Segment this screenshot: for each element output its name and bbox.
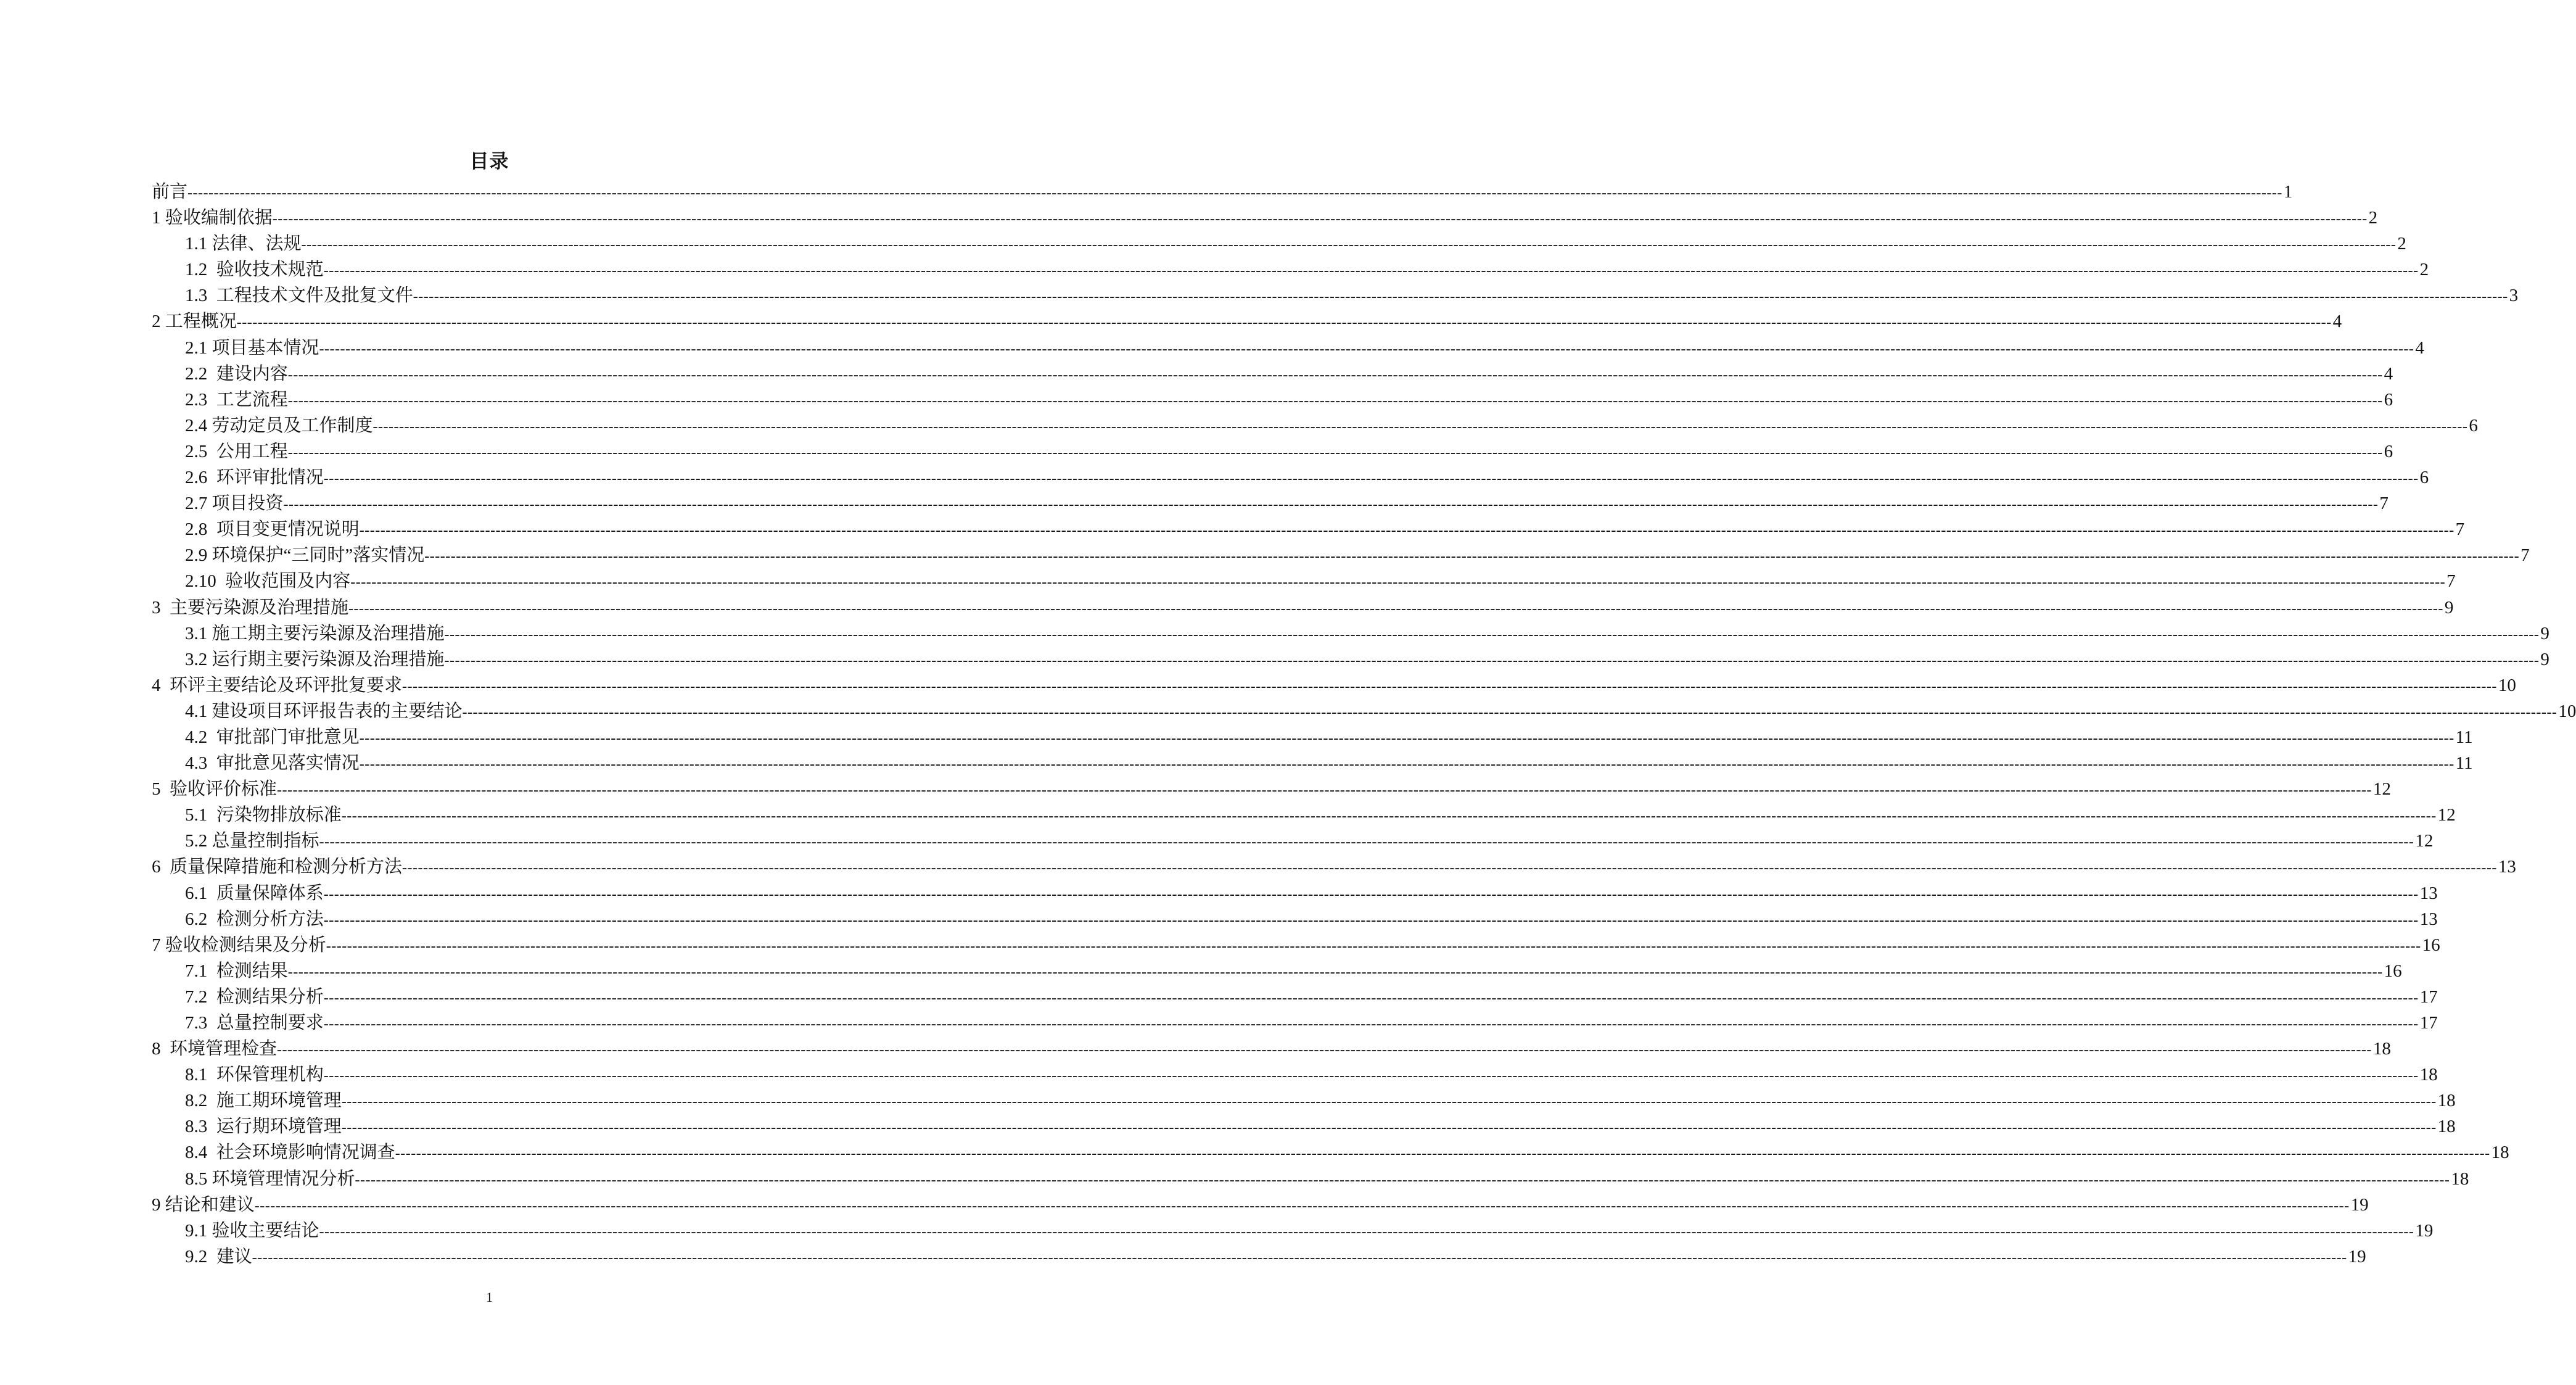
toc-entry[interactable] [152, 387, 2393, 413]
toc-dot-leader: ---------------------------------------------------------------------------------------------------------------------------------------------------------------------------------------------------------------------------------------------------------------------------------------------------------------------------------------------------------------------------------------------------------------- [402, 860, 2497, 877]
toc-entry[interactable] [152, 1244, 2366, 1270]
toc-entry-page: 3 [2509, 286, 2519, 306]
toc-entry[interactable] [152, 724, 2473, 750]
toc-entry-page: 6 [2419, 468, 2429, 488]
toc-entry-page: 7 [2455, 519, 2465, 540]
toc-entry-page: 4 [2384, 363, 2393, 384]
toc-entry-page: 7 [2520, 545, 2530, 566]
toc-entry-title: 2.4 劳动定员及工作制度 [185, 415, 373, 436]
toc-entry[interactable] [152, 1192, 2369, 1218]
toc-entry[interactable] [152, 828, 2434, 854]
toc-dot-leader: ---------------------------------------------------------------------------------------------------------------------------------------------------------------------------------------------------------------------------------------------------------------------------------------------------------------------------------------------------------------------------------------------------------------- [323, 263, 2419, 279]
toc-entry-title: 前言 [152, 182, 188, 202]
toc-entry[interactable] [152, 854, 2516, 880]
toc-entry-page: 1 [2283, 182, 2293, 202]
toc-entry-page: 2 [2419, 260, 2429, 280]
toc-entry-page: 10 [2558, 701, 2576, 721]
toc-entry-title: 6 质量保障措施和检测分析方法 [152, 857, 403, 877]
toc-entry-title: 8.3 运行期环境管理 [185, 1117, 342, 1137]
toc-entry-page: 12 [2415, 831, 2434, 851]
toc-entry-page: 18 [2437, 1117, 2456, 1137]
page-title: 目录 [469, 151, 509, 172]
toc-entry-title: 8.1 环保管理机构 [185, 1065, 324, 1085]
toc-entry[interactable] [152, 283, 2519, 308]
toc-entry-title: 7.2 检测结果分析 [185, 986, 324, 1007]
page-number: 1 [486, 1289, 493, 1305]
toc-dot-leader: ---------------------------------------------------------------------------------------------------------------------------------------------------------------------------------------------------------------------------------------------------------------------------------------------------------------------------------------------------------------------------------------------------------------- [359, 730, 2455, 746]
toc-entry-page: 17 [2419, 986, 2438, 1007]
toc-entry-title: 4.2 审批部门审批意见 [185, 727, 360, 747]
toc-entry-page: 6 [2384, 389, 2393, 410]
toc-entry[interactable] [152, 542, 2530, 568]
toc-dot-leader: ---------------------------------------------------------------------------------------------------------------------------------------------------------------------------------------------------------------------------------------------------------------------------------------------------------------------------------------------------------------------------------------------------------------- [277, 782, 2372, 799]
toc-entry-title: 5.1 污染物排放标准 [185, 805, 342, 825]
toc-dot-leader: ---------------------------------------------------------------------------------------------------------------------------------------------------------------------------------------------------------------------------------------------------------------------------------------------------------------------------------------------------------------------------------------------------------------- [424, 548, 2520, 565]
toc-dot-leader: ---------------------------------------------------------------------------------------------------------------------------------------------------------------------------------------------------------------------------------------------------------------------------------------------------------------------------------------------------------------------------------------------------------------- [323, 1016, 2419, 1032]
toc-entry[interactable] [152, 1139, 2509, 1165]
toc-dot-leader: ---------------------------------------------------------------------------------------------------------------------------------------------------------------------------------------------------------------------------------------------------------------------------------------------------------------------------------------------------------------------------------------------------------------- [326, 938, 2421, 954]
toc-entry-title: 3.1 施工期主要污染源及治理措施 [185, 623, 445, 643]
toc-entry-page: 9 [2540, 623, 2549, 643]
toc-dot-leader: ---------------------------------------------------------------------------------------------------------------------------------------------------------------------------------------------------------------------------------------------------------------------------------------------------------------------------------------------------------------------------------------------------------------- [359, 756, 2455, 773]
toc-entry[interactable] [152, 413, 2478, 439]
toc-dot-leader: ---------------------------------------------------------------------------------------------------------------------------------------------------------------------------------------------------------------------------------------------------------------------------------------------------------------------------------------------------------------------------------------------------------------- [402, 678, 2497, 695]
toc-entry-page: 16 [2422, 935, 2440, 955]
toc-entry-title: 9.2 建议 [185, 1246, 252, 1267]
toc-entry-title: 2.6 环评审批情况 [185, 468, 324, 488]
toc-entry-title: 2.7 项目投资 [185, 494, 284, 514]
toc-dot-leader: ---------------------------------------------------------------------------------------------------------------------------------------------------------------------------------------------------------------------------------------------------------------------------------------------------------------------------------------------------------------------------------------------------------------- [359, 523, 2455, 539]
toc-entry[interactable] [152, 516, 2465, 542]
toc-dot-leader: ---------------------------------------------------------------------------------------------------------------------------------------------------------------------------------------------------------------------------------------------------------------------------------------------------------------------------------------------------------------------------------------------------------------- [236, 315, 2332, 331]
toc-entry-title: 2.10 验收范围及内容 [185, 571, 351, 592]
toc-entry-page: 4 [2332, 312, 2342, 332]
toc-entry[interactable] [152, 932, 2440, 958]
toc-dot-leader: ---------------------------------------------------------------------------------------------------------------------------------------------------------------------------------------------------------------------------------------------------------------------------------------------------------------------------------------------------------------------------------------------------------------- [287, 366, 2383, 383]
toc-entry-title: 1 验收编制依据 [152, 208, 273, 228]
toc-entry-title: 8 环境管理检查 [152, 1039, 278, 1059]
toc-entry-title: 8.4 社会环境影响情况调查 [185, 1143, 395, 1163]
toc-entry[interactable] [152, 231, 2406, 257]
toc-entry-page: 18 [2491, 1143, 2509, 1163]
toc-entry-title: 1.1 法律、法规 [185, 234, 302, 254]
toc-entry-page: 6 [2469, 415, 2478, 436]
toc-dot-leader: ---------------------------------------------------------------------------------------------------------------------------------------------------------------------------------------------------------------------------------------------------------------------------------------------------------------------------------------------------------------------------------------------------------------- [277, 1042, 2372, 1059]
toc-entry[interactable] [152, 958, 2402, 984]
toc-entry[interactable] [152, 776, 2391, 802]
toc-dot-leader: ---------------------------------------------------------------------------------------------------------------------------------------------------------------------------------------------------------------------------------------------------------------------------------------------------------------------------------------------------------------------------------------------------------------- [272, 211, 2368, 228]
toc-dot-leader: ---------------------------------------------------------------------------------------------------------------------------------------------------------------------------------------------------------------------------------------------------------------------------------------------------------------------------------------------------------------------------------------------------------------- [287, 964, 2383, 980]
toc-entry-title: 2.5 公用工程 [185, 441, 288, 461]
toc-entry-page: 7 [2446, 571, 2456, 592]
toc-entry-title: 4.1 建设项目环评报告表的主要结论 [185, 701, 463, 721]
toc-entry-page: 11 [2455, 727, 2473, 747]
toc-entry[interactable] [152, 802, 2456, 828]
toc-entry-page: 13 [2498, 857, 2516, 877]
toc-dot-leader: ---------------------------------------------------------------------------------------------------------------------------------------------------------------------------------------------------------------------------------------------------------------------------------------------------------------------------------------------------------------------------------------------------------------- [323, 1068, 2419, 1085]
toc-dot-leader: ---------------------------------------------------------------------------------------------------------------------------------------------------------------------------------------------------------------------------------------------------------------------------------------------------------------------------------------------------------------------------------------------------------------- [323, 886, 2419, 903]
toc-dot-leader: ---------------------------------------------------------------------------------------------------------------------------------------------------------------------------------------------------------------------------------------------------------------------------------------------------------------------------------------------------------------------------------------------------------------- [348, 600, 2443, 617]
toc-dot-leader: ---------------------------------------------------------------------------------------------------------------------------------------------------------------------------------------------------------------------------------------------------------------------------------------------------------------------------------------------------------------------------------------------------------------- [323, 912, 2419, 928]
toc-dot-leader: ---------------------------------------------------------------------------------------------------------------------------------------------------------------------------------------------------------------------------------------------------------------------------------------------------------------------------------------------------------------------------------------------------------------- [413, 289, 2508, 305]
toc-entry-page: 2 [2368, 208, 2378, 228]
toc-entry-page: 9 [2540, 649, 2549, 669]
toc-entry-page: 4 [2415, 337, 2424, 358]
toc-entry-page: 12 [2372, 779, 2391, 800]
toc-entry-page: 10 [2498, 675, 2516, 695]
toc-entry-title: 6.2 检测分析方法 [185, 909, 324, 929]
toc-dot-leader: ---------------------------------------------------------------------------------------------------------------------------------------------------------------------------------------------------------------------------------------------------------------------------------------------------------------------------------------------------------------------------------------------------------------- [319, 341, 2414, 357]
toc-dot-leader: ---------------------------------------------------------------------------------------------------------------------------------------------------------------------------------------------------------------------------------------------------------------------------------------------------------------------------------------------------------------------------------------------------------------- [462, 704, 2557, 721]
toc-entry-title: 8.5 环境管理情况分析 [185, 1168, 355, 1189]
toc-entry-title: 7.1 检测结果 [185, 961, 288, 981]
toc-entry-page: 17 [2419, 1013, 2438, 1033]
toc-entry[interactable] [152, 439, 2393, 465]
toc-entry[interactable] [152, 1166, 2469, 1192]
toc-entry-page: 13 [2419, 909, 2438, 929]
toc-entry-page: 11 [2455, 753, 2473, 774]
toc-entry-title: 6.1 质量保障体系 [185, 883, 324, 903]
toc-entry-title: 5 验收评价标准 [152, 779, 278, 800]
toc-entry-title: 3.2 运行期主要污染源及治理措施 [185, 649, 445, 669]
toc-entry[interactable] [152, 1114, 2456, 1139]
toc-entry[interactable] [152, 465, 2429, 490]
toc-entry-page: 19 [2350, 1194, 2369, 1215]
toc-entry-page: 6 [2384, 441, 2393, 461]
toc-entry-title: 2.3 工艺流程 [185, 389, 288, 410]
toc-dot-leader: ---------------------------------------------------------------------------------------------------------------------------------------------------------------------------------------------------------------------------------------------------------------------------------------------------------------------------------------------------------------------------------------------------------------- [319, 1223, 2414, 1240]
toc-entry-title: 4.3 审批意见落实情况 [185, 753, 360, 774]
toc-dot-leader: ---------------------------------------------------------------------------------------------------------------------------------------------------------------------------------------------------------------------------------------------------------------------------------------------------------------------------------------------------------------------------------------------------------------- [341, 808, 2437, 825]
toc-entry-title: 2 工程概况 [152, 312, 237, 332]
toc-dot-leader: ---------------------------------------------------------------------------------------------------------------------------------------------------------------------------------------------------------------------------------------------------------------------------------------------------------------------------------------------------------------------------------------------------------------- [444, 626, 2540, 643]
toc-dot-leader: ---------------------------------------------------------------------------------------------------------------------------------------------------------------------------------------------------------------------------------------------------------------------------------------------------------------------------------------------------------------------------------------------------------------- [287, 444, 2383, 461]
toc-entry[interactable] [152, 335, 2424, 361]
toc-entry-title: 1.2 验收技术规范 [185, 260, 324, 280]
toc-entry[interactable] [152, 1088, 2456, 1114]
toc-entry-title: 7 验收检测结果及分析 [152, 935, 326, 955]
toc-dot-leader: ---------------------------------------------------------------------------------------------------------------------------------------------------------------------------------------------------------------------------------------------------------------------------------------------------------------------------------------------------------------------------------------------------------------- [283, 497, 2379, 513]
toc-entry[interactable] [152, 647, 2549, 672]
toc-entry-page: 18 [2451, 1168, 2469, 1189]
toc-entry-title: 5.2 总量控制指标 [185, 831, 319, 851]
toc-entry[interactable] [152, 361, 2393, 387]
toc-dot-leader: ---------------------------------------------------------------------------------------------------------------------------------------------------------------------------------------------------------------------------------------------------------------------------------------------------------------------------------------------------------------------------------------------------------------- [252, 1249, 2347, 1266]
toc-dot-leader: ---------------------------------------------------------------------------------------------------------------------------------------------------------------------------------------------------------------------------------------------------------------------------------------------------------------------------------------------------------------------------------------------------------------- [287, 392, 2383, 409]
toc-dot-leader: ---------------------------------------------------------------------------------------------------------------------------------------------------------------------------------------------------------------------------------------------------------------------------------------------------------------------------------------------------------------------------------------------------------------- [372, 418, 2468, 435]
toc-entry-page: 18 [2372, 1039, 2391, 1059]
toc-entry-title: 3 主要污染源及治理措施 [152, 597, 349, 618]
toc-entry-title: 9 结论和建议 [152, 1194, 255, 1215]
toc-entry-title: 9.1 验收主要结论 [185, 1220, 319, 1241]
toc-entry-page: 7 [2379, 494, 2389, 514]
toc-entry[interactable] [152, 257, 2429, 283]
toc-entry-page: 12 [2437, 805, 2456, 825]
toc-entry-page: 19 [2348, 1246, 2366, 1267]
toc-entry-title: 8.2 施工期环境管理 [185, 1091, 342, 1111]
toc-dot-leader: ---------------------------------------------------------------------------------------------------------------------------------------------------------------------------------------------------------------------------------------------------------------------------------------------------------------------------------------------------------------------------------------------------------------- [341, 1120, 2437, 1136]
toc-entry-page: 9 [2444, 597, 2454, 618]
toc-entry[interactable] [152, 1010, 2438, 1036]
toc-entry-page: 18 [2437, 1091, 2456, 1111]
toc-entry-title: 1.3 工程技术文件及批复文件 [185, 286, 413, 306]
toc-entry[interactable] [152, 621, 2549, 647]
toc-entry[interactable] [152, 698, 2576, 724]
toc-dot-leader: ---------------------------------------------------------------------------------------------------------------------------------------------------------------------------------------------------------------------------------------------------------------------------------------------------------------------------------------------------------------------------------------------------------------- [444, 652, 2540, 669]
toc-entry[interactable] [152, 595, 2454, 621]
toc-entry-title: 7.3 总量控制要求 [185, 1013, 324, 1033]
toc-dot-leader: ---------------------------------------------------------------------------------------------------------------------------------------------------------------------------------------------------------------------------------------------------------------------------------------------------------------------------------------------------------------------------------------------------------------- [395, 1146, 2490, 1162]
toc-entry[interactable] [152, 880, 2438, 906]
toc-entry-page: 18 [2419, 1065, 2438, 1085]
toc-entry[interactable] [152, 1036, 2391, 1062]
toc-entry[interactable] [152, 1062, 2438, 1088]
toc-entry-title: 4 环评主要结论及环评批复要求 [152, 675, 403, 695]
toc-dot-leader: ---------------------------------------------------------------------------------------------------------------------------------------------------------------------------------------------------------------------------------------------------------------------------------------------------------------------------------------------------------------------------------------------------------------- [355, 1172, 2450, 1188]
toc-dot-leader: ---------------------------------------------------------------------------------------------------------------------------------------------------------------------------------------------------------------------------------------------------------------------------------------------------------------------------------------------------------------------------------------------------------------- [323, 471, 2419, 487]
toc-entry[interactable] [152, 490, 2389, 516]
toc-entry[interactable] [152, 750, 2473, 776]
toc-entry-title: 2.1 项目基本情况 [185, 337, 319, 358]
toc-dot-leader: ---------------------------------------------------------------------------------------------------------------------------------------------------------------------------------------------------------------------------------------------------------------------------------------------------------------------------------------------------------------------------------------------------------------- [301, 237, 2397, 254]
toc-entry-title: 2.8 项目变更情况说明 [185, 519, 360, 540]
toc-entry-page: 13 [2419, 883, 2438, 903]
toc-dot-leader: ---------------------------------------------------------------------------------------------------------------------------------------------------------------------------------------------------------------------------------------------------------------------------------------------------------------------------------------------------------------------------------------------------------------- [319, 834, 2414, 851]
toc-entry-title: 2.2 建设内容 [185, 363, 288, 384]
toc-entry-page: 16 [2384, 961, 2402, 981]
toc-entry-page: 19 [2415, 1220, 2434, 1241]
toc-dot-leader: ---------------------------------------------------------------------------------------------------------------------------------------------------------------------------------------------------------------------------------------------------------------------------------------------------------------------------------------------------------------------------------------------------------------- [323, 990, 2419, 1006]
toc-entry-title: 2.9 环境保护“三同时”落实情况 [185, 545, 425, 566]
toc-dot-leader: ---------------------------------------------------------------------------------------------------------------------------------------------------------------------------------------------------------------------------------------------------------------------------------------------------------------------------------------------------------------------------------------------------------------- [341, 1094, 2437, 1110]
toc-entry[interactable] [152, 205, 2378, 231]
toc-entry[interactable] [152, 672, 2516, 698]
toc-entry[interactable] [152, 308, 2342, 334]
toc-entry[interactable] [152, 984, 2438, 1010]
table-of-contents [152, 179, 2576, 1270]
toc-dot-leader: ---------------------------------------------------------------------------------------------------------------------------------------------------------------------------------------------------------------------------------------------------------------------------------------------------------------------------------------------------------------------------------------------------------------- [254, 1197, 2350, 1214]
toc-entry[interactable] [152, 568, 2456, 594]
toc-entry[interactable] [152, 906, 2438, 932]
toc-entry[interactable] [152, 1218, 2434, 1244]
toc-dot-leader: ---------------------------------------------------------------------------------------------------------------------------------------------------------------------------------------------------------------------------------------------------------------------------------------------------------------------------------------------------------------------------------------------------------------- [187, 185, 2282, 201]
toc-entry[interactable] [152, 179, 2293, 205]
toc-entry-page: 2 [2397, 234, 2406, 254]
toc-dot-leader: ---------------------------------------------------------------------------------------------------------------------------------------------------------------------------------------------------------------------------------------------------------------------------------------------------------------------------------------------------------------------------------------------------------------- [350, 574, 2446, 591]
